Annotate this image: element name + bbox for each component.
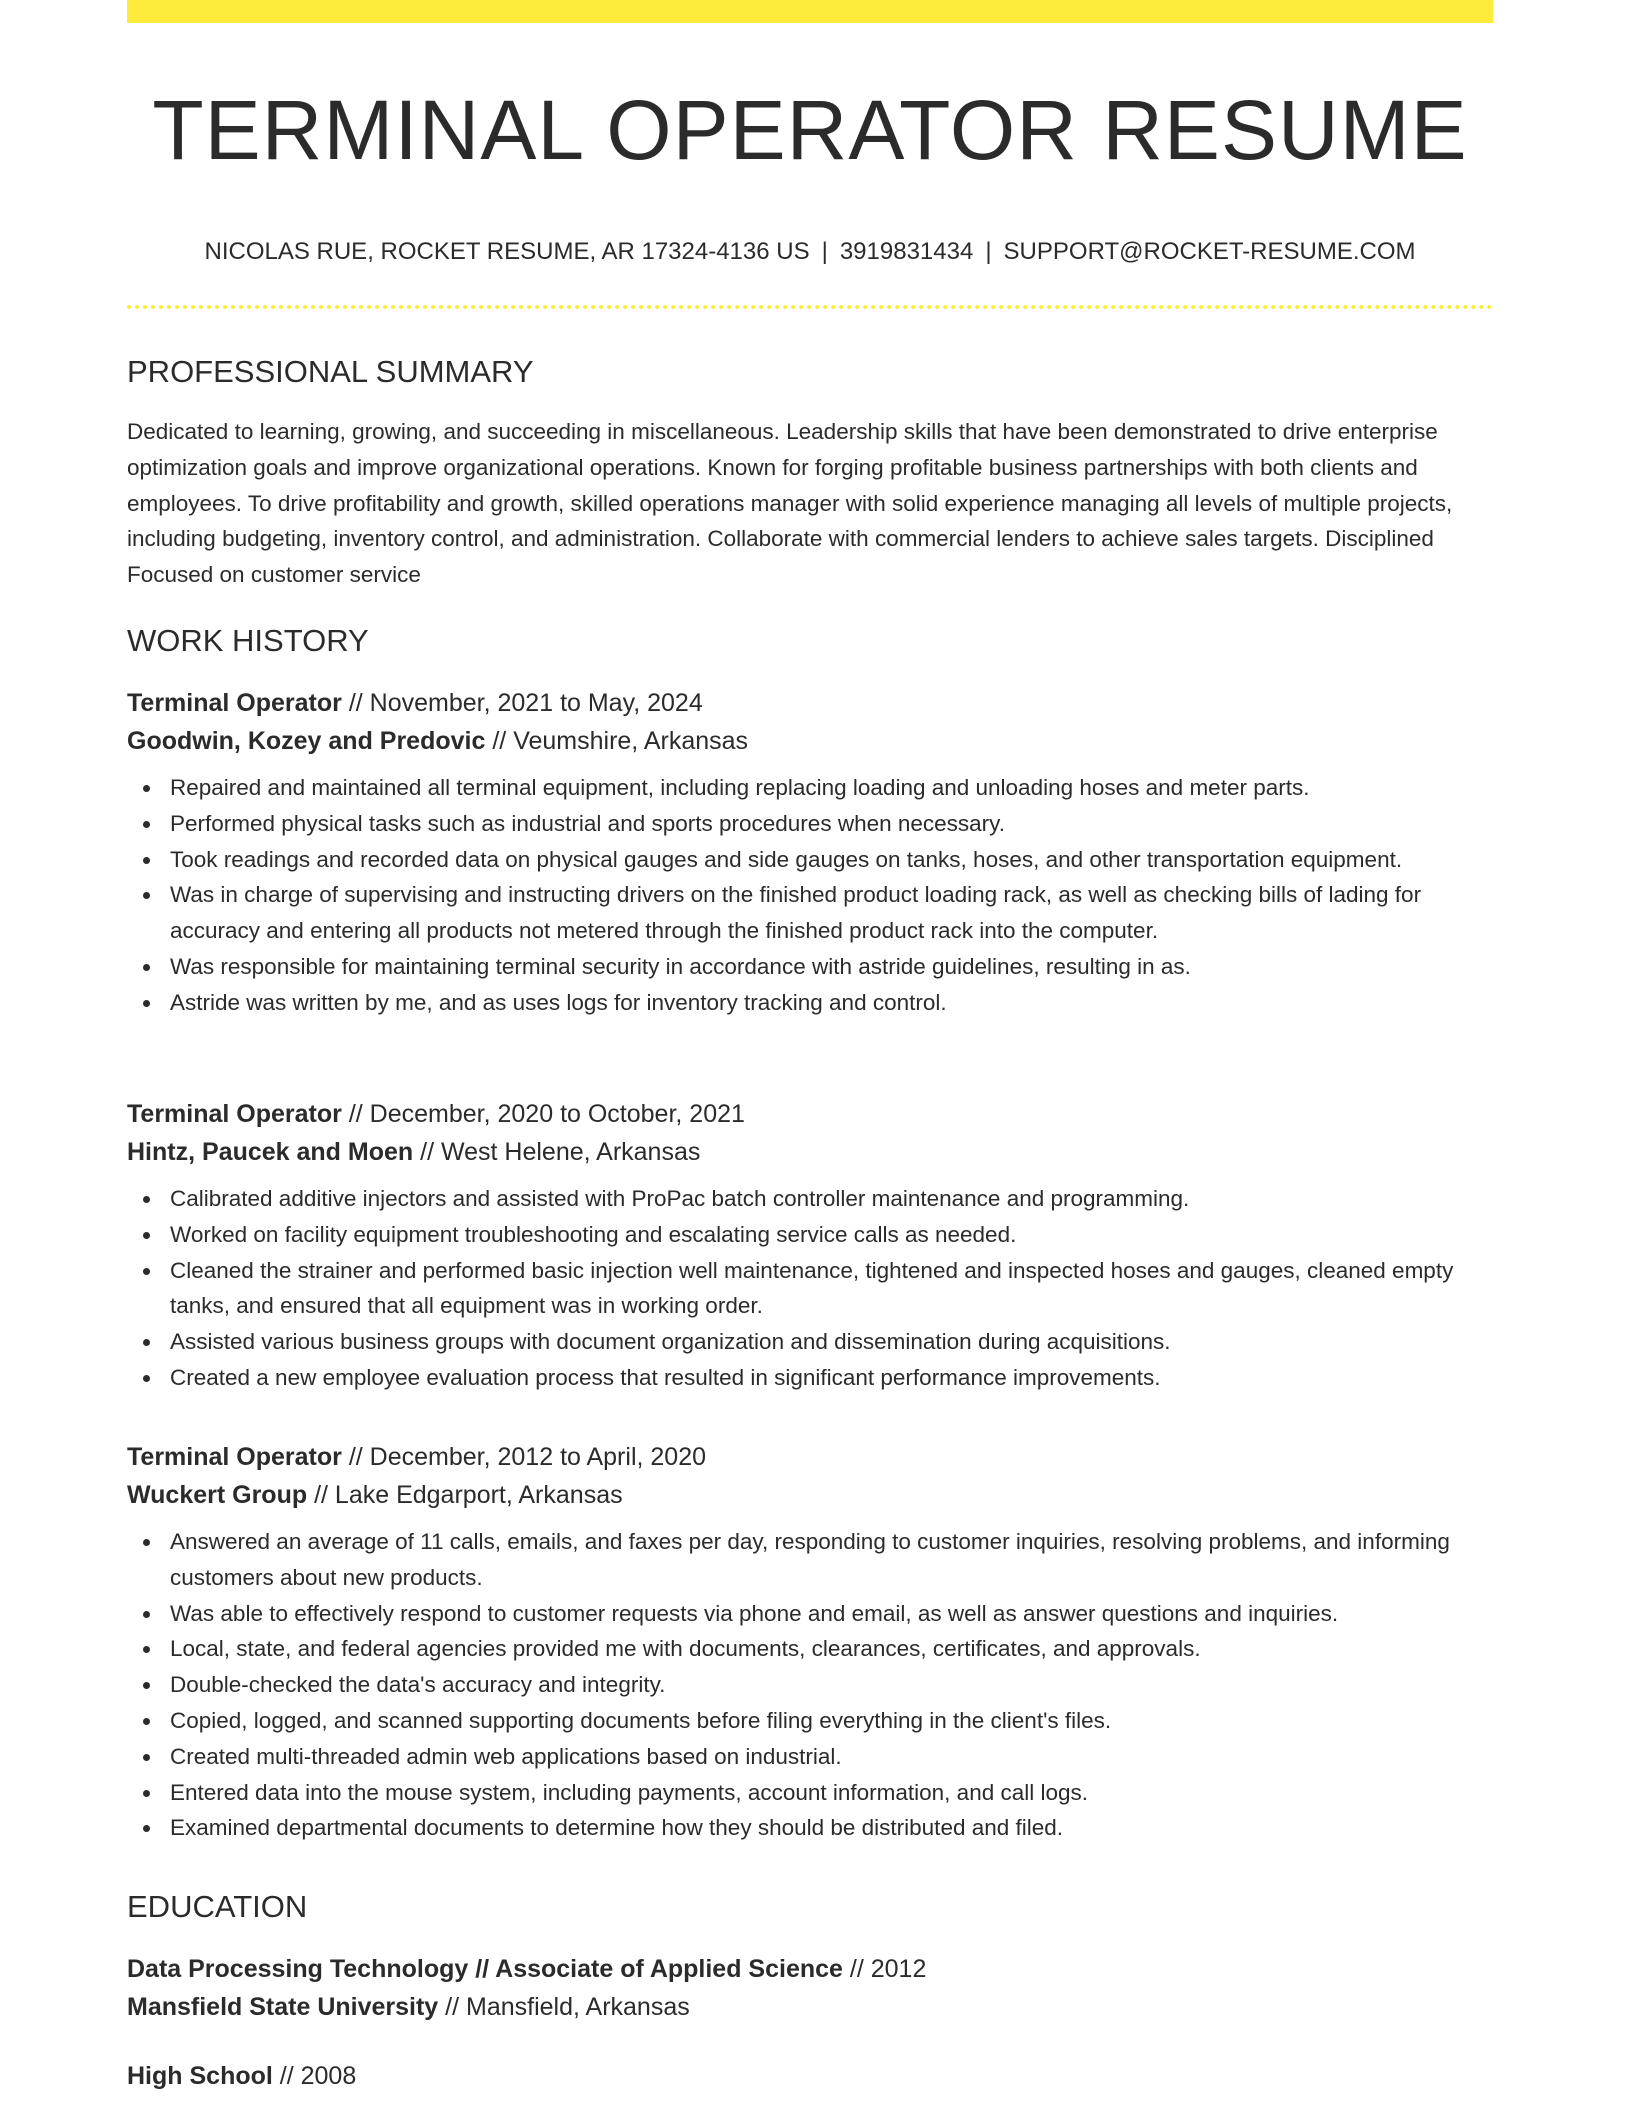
separator: // <box>842 1955 871 1983</box>
job-entry <box>127 1438 1493 1846</box>
job-location: West Helene, Arkansas <box>440 1138 701 1166</box>
job-dates: November, 2021 to May, 2024 <box>369 689 703 717</box>
job-bullet: Entered data into the mouse system, including payments, account information, and call logs. <box>127 1775 1493 1811</box>
job-bullet: Performed physical tasks such as industrial and sports procedures when necessary. <box>127 806 1493 842</box>
education-degree-line <box>127 2057 1493 2095</box>
job-bullet: Created a new employee evaluation process that resulted in significant performance improvements. <box>127 1360 1493 1396</box>
separator: // <box>413 1138 441 1166</box>
job-company: Goodwin, Kozey and Predovic <box>127 727 486 755</box>
education-degree: Data Processing Technology // Associate of Applied Science <box>127 1955 843 1983</box>
separator: // <box>272 2062 301 2090</box>
job-title-line <box>127 684 1493 722</box>
job-bullet: Copied, logged, and scanned supporting documents before filing everything in the client's files. <box>127 1703 1493 1739</box>
job-company-line <box>127 1133 1493 1171</box>
contact-separator: | <box>985 238 992 265</box>
job-bullet: Was able to effectively respond to customer requests via phone and email, as well as answer questions and inquiries. <box>127 1596 1493 1632</box>
education-year: 2012 <box>870 1955 927 1983</box>
education-school: Mansfield State University <box>127 1993 439 2021</box>
education-year: 2008 <box>300 2062 357 2090</box>
job-location: Veumshire, Arkansas <box>513 727 749 755</box>
job-bullet: Worked on facility equipment troubleshooting and escalating service calls as needed. <box>127 1217 1493 1253</box>
job-location: Lake Edgarport, Arkansas <box>334 1481 623 1509</box>
job-bullet-list <box>127 770 1493 1021</box>
separator: // <box>485 727 514 755</box>
education-entry <box>127 1950 1493 2026</box>
separator: // <box>307 1481 335 1509</box>
job-bullet: Examined departmental documents to determine how they should be distributed and filed. <box>127 1810 1493 1846</box>
job-entry <box>127 1095 1493 1396</box>
page-title: TERMINAL OPERATOR RESUME <box>152 83 1468 177</box>
job-company: Wuckert Group <box>127 1481 308 1509</box>
job-dates: December, 2012 to April, 2020 <box>369 1443 706 1471</box>
separator: // <box>341 1443 370 1471</box>
job-title-line <box>127 1095 1493 1133</box>
job-bullet: Double-checked the data's accuracy and integrity. <box>127 1667 1493 1703</box>
contact-phone: 3919831434 <box>839 238 974 265</box>
education-heading: EDUCATION <box>127 1889 308 1924</box>
job-bullet: Calibrated additive injectors and assisted with ProPac batch controller maintenance and programming. <box>127 1181 1493 1217</box>
separator: // <box>341 689 370 717</box>
job-bullet: Assisted various business groups with document organization and dissemination during acquisitions. <box>127 1324 1493 1360</box>
job-bullet: Cleaned the strainer and performed basic injection well maintenance, tightened and inspected hoses and gauges, cleaned empty tanks, and ensured that all equipment was in working order. <box>127 1253 1493 1325</box>
job-bullet: Was responsible for maintaining terminal security in accordance with astride guidelines, resulting in as. <box>127 949 1493 985</box>
job-dates: December, 2020 to October, 2021 <box>369 1100 745 1128</box>
education-degree: High School <box>127 2062 273 2090</box>
summary-heading: PROFESSIONAL SUMMARY <box>127 354 534 389</box>
separator: // <box>438 1993 467 2021</box>
contact-line <box>127 236 1493 268</box>
job-bullet: Answered an average of 11 calls, emails, and faxes per day, responding to customer inquiries, resolving problems, and informing customers about new products. <box>127 1524 1493 1596</box>
job-bullet: Created multi-threaded admin web applications based on industrial. <box>127 1739 1493 1775</box>
job-bullet-list <box>127 1524 1493 1846</box>
job-title: Terminal Operator <box>127 1100 342 1128</box>
work-history-heading: WORK HISTORY <box>127 623 369 658</box>
education-location: Mansfield, Arkansas <box>466 1993 690 2021</box>
job-bullet-list <box>127 1181 1493 1396</box>
job-company-line <box>127 722 1493 760</box>
job-bullet: Astride was written by me, and as uses logs for inventory tracking and control. <box>127 985 1493 1021</box>
job-title-line <box>127 1438 1493 1476</box>
contact-separator: | <box>821 238 828 265</box>
job-entry <box>127 684 1493 1021</box>
summary-text: Dedicated to learning, growing, and succeeding in miscellaneous. Leadership skills that have been demonstrated to drive enterprise optimization goals and improve organizational operations. Known for forging profitable business partnerships with both clients and employees. To drive profitability and growth, skilled operations manager with solid experience managing all levels of multiple projects, including budgeting, inventory control, and administration. Collaborate with commercial lenders to achieve sales targets. Disciplined Focused on customer service <box>127 419 1453 588</box>
education-entry <box>127 2057 1493 2095</box>
education-degree-line <box>127 1950 1493 1988</box>
job-bullet: Local, state, and federal agencies provided me with documents, clearances, certificates, and approvals. <box>127 1631 1493 1667</box>
separator: // <box>341 1100 370 1128</box>
dotted-divider <box>127 305 1493 309</box>
education-school-line <box>127 1988 1493 2026</box>
contact-address: NICOLAS RUE, ROCKET RESUME, AR 17324-4136 US <box>204 238 810 265</box>
job-company: Hintz, Paucek and Moen <box>127 1138 414 1166</box>
job-bullet: Repaired and maintained all terminal equipment, including replacing loading and unloading hoses and meter parts. <box>127 770 1493 806</box>
job-title: Terminal Operator <box>127 1443 342 1471</box>
job-title: Terminal Operator <box>127 689 342 717</box>
job-bullet: Took readings and recorded data on physical gauges and side gauges on tanks, hoses, and other transportation equipment. <box>127 842 1493 878</box>
top-accent-bar <box>127 0 1493 23</box>
job-bullet: Was in charge of supervising and instructing drivers on the finished product loading rack, as well as checking bills of lading for accuracy and entering all products not metered through the finished product rack into the computer. <box>127 877 1493 949</box>
contact-email: SUPPORT@ROCKET-RESUME.COM <box>1003 238 1416 265</box>
job-company-line <box>127 1476 1493 1514</box>
